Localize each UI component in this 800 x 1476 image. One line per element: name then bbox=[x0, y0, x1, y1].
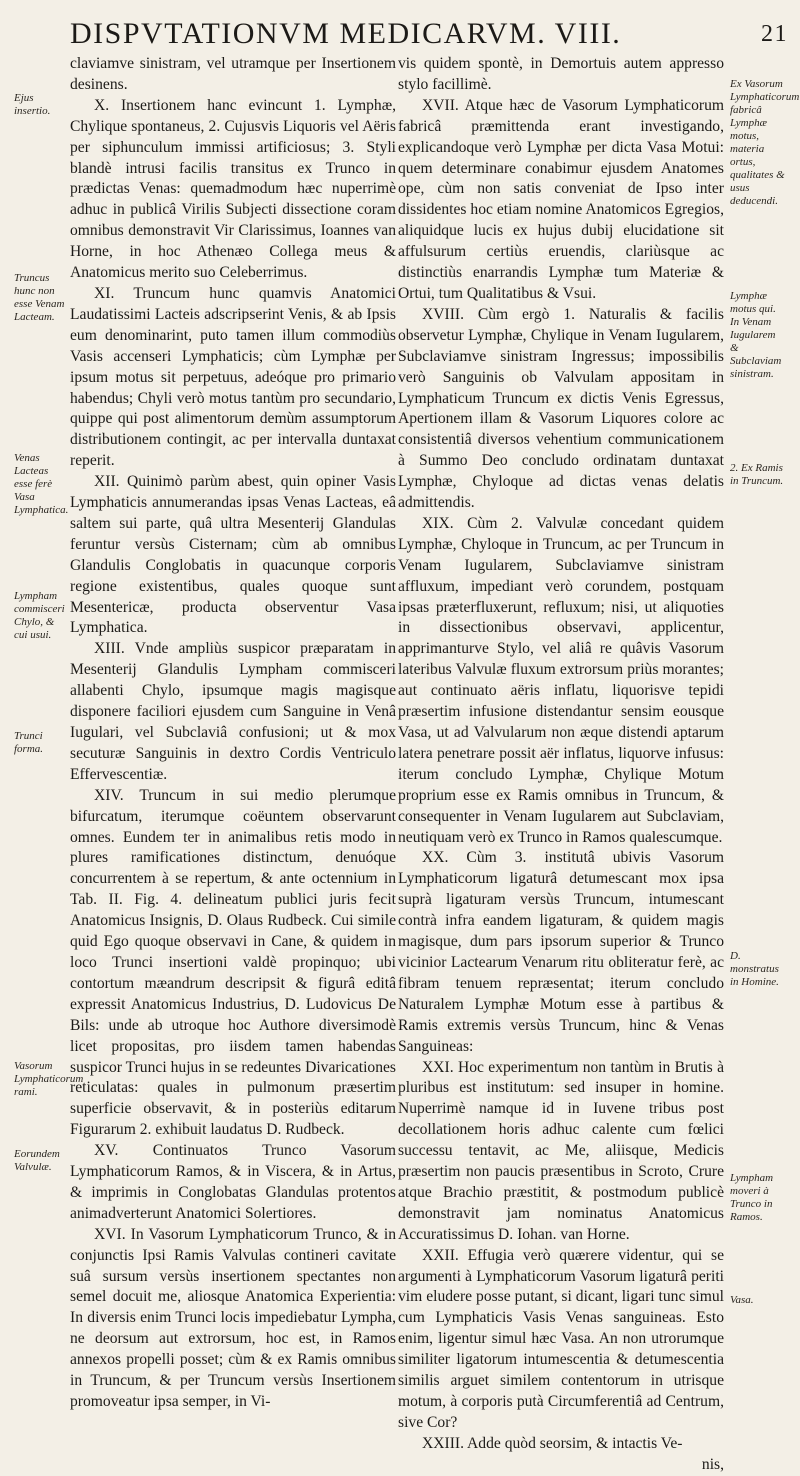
margin-note-left: Trunci forma. bbox=[14, 730, 44, 755]
margin-note-left: Ejus insertio. bbox=[14, 92, 51, 117]
paragraph-xii: XII. Quinimò parùm abest, quin opiner Vasis Lymphaticis annumerandas ipsas Venas Lacteas, eâ saltem sui parte, quâ ultra Mesenterij Glandulas feruntur versùs Cisternam; cùm ab omnibus Glandulis Conglobatis in quacunque corporis regione existentibus, quales quoque sunt Mesentericæ, producta observentur Vasa Lymphatica. bbox=[70, 473, 396, 637]
paragraph-xx: XX. Cùm 3. institutâ ubivis Vasorum Lymphaticorum ligaturâ detumescant mox ipsa suprà ligaturam versùs Truncum, intumescant contrà infra eandem ligaturam, & quidem magis magisque, dum pars ipsorum superior & Trunco vicinior Lactearum Venarum ritu obliteratur ferè, ac fibram tenuem repræsentat; iterum concludo Naturalem Lymphæ Motum esse à partibus & Ramis extremis versùs Truncum, hinc & Venas Sanguineas: bbox=[398, 849, 724, 1055]
margin-note-right: Lympham moveri à Trunco in Ramos. bbox=[730, 1172, 774, 1223]
paragraph-xv: XV. Continuatos Trunco Vasorum Lymphaticorum Ramos, & in Viscera, & in Artus, & imprimis in Conglobatas Glandulas protentos animadverterunt Anatomici Solertiores. bbox=[70, 1142, 396, 1222]
paragraph-xix: XIX. Cùm 2. Valvulæ concedant quidem Lymphæ, Chyloque in Truncum, ac per Truncum in Venam Iugularem, Subclaviamve sinistram affluxum, impediant verò corundem, postquam ipsas præterfluxerunt, refluxum; nisi, ut aliquoties in dissectionibus observavi, applicentur, apprimanturve Stylo, vel aliâ re quâvis Vasorum lateribus Valvulæ fluxum extrorsum priùs morantes; aut continuato aëris inflatu, liquorisve tepidi præsertim infusione distendantur sensim eousque Vasa, ut ad Valvularum non æque distendi aptarum latera penetrare possit aër inflatus, liquorve infusus: iterum concludo Lymphæ, Chylique Motum proprium esse ex Ramis omnibus in Truncum, & consequenter in Venam Iugularem aut Subclaviam, neutiquam verò ex Trunco in Ramos qualescumque. bbox=[398, 514, 724, 846]
paragraph-xviii: XVIII. Cùm ergò 1. Naturalis & facilis observetur Lymphæ, Chylique in Venam Iugularem, Subclaviamve sinistram Ingressus; impossibilis verò Sanguinis ob Valvulam appositam in Lymphaticum Truncum ex dictis Venis Egressus, Apertionem illam & Vasorum Liquores colore ac consistentiâ diversos vehentium communicationem à Summo Deo concludo ordinatam duntaxat Lymphæ, Chyloque ad dictas venas delatis admittendis. bbox=[398, 305, 724, 512]
margin-note-left: Vasorum Lymphaticorum rami. bbox=[14, 1060, 84, 1098]
paragraph-xxiii: XXIII. Adde quòd seorsim, & intactis Ve- bbox=[422, 1434, 683, 1452]
margin-note-right: Vasa. bbox=[730, 1294, 754, 1306]
running-title: DISPVTATIONVM MEDICARVM. VIII. bbox=[70, 17, 622, 50]
paragraph-continuation: claviamve sinistram, vel utramque per Insertionem desinens. bbox=[70, 55, 396, 93]
margin-note-right: 2. Ex Ramis in Truncum. bbox=[730, 462, 784, 487]
page-number: 21 bbox=[761, 21, 788, 47]
paragraph-continuation: vis quidem spontè, in Demortuis autem appresso stylo facillimè. bbox=[398, 55, 724, 93]
margin-note-left: Venas Lacteas esse ferè Vasa Lymphatica. bbox=[14, 452, 69, 516]
paragraph-xvi: XVI. In Vasorum Lymphaticorum Trunco, & in conjunctis Ipsi Ramis Valvulas contineri cavitate suâ sursum versùs insertionem spectantes non semel docuit me, aliosque Anatomica Experientia: In diversis enim Trunci locis impediebatur Lympha, ne deorsum aut extrorsum, hoc est, in Ramos annexos propelli posset; cùm & ex Ramis omnibus in Truncum, & per Truncum versùs Insertionem promoveatur ipsa semper, in Vi- bbox=[70, 1225, 396, 1410]
paragraph-xi: XI. Truncum hunc quamvis Anatomici Laudatissimi Lacteis adscripserint Venis, & ab Ipsis eum denominarint, puto tamen illum commodiùs Vasis accenseri Lymphaticis; cùm Lymphæ per ipsum motus sit perpetuus, adeóque pro primario habendus; Chyli verò motus tantùm pro secundario, quippe qui post alimentorum demùm assumptorum distributionem contingit, ac per intervalla duntaxat reperit. bbox=[70, 284, 396, 470]
catchword: nis, bbox=[701, 1455, 724, 1473]
margin-note-right: Lymphæ motus qui. In Venam Iugularem & Subclaviam sinistram. bbox=[730, 290, 782, 380]
paragraph-xiii: XIII. Vnde ampliùs suspicor præparatam in Mesenterij Glandulis Lympham commisceri allabenti Chylo, ipsumque magis magisque disponere faciliori ejusdem cum Sanguine in Venâ Iugulari, vel Subclaviâ confusioni; ut & mox secuturæ Sanguinis in dextro Cordis Ventriculo Effervescentiæ. bbox=[70, 640, 396, 783]
margin-note-left: Truncus hunc non esse Venam Lacteam. bbox=[14, 272, 65, 323]
margin-note-left: Lympham commisceri Chylo, & cui usui. bbox=[14, 590, 65, 641]
page-header bbox=[70, 14, 788, 54]
margin-note-left: Eorundem Valvulæ. bbox=[14, 1148, 60, 1173]
paragraph-xvii: XVII. Atque hæc de Vasorum Lymphaticorum fabricâ præmittenda erant investigando, explicandoque verò Lymphæ per dicta Vasa Motui: quem determinare conabimur ejusdem Anatomes ope, cùm non satis conveniat de Ipso inter dissidentes hoc etiam nomine Anatomicos Egregios, aliquidque lucis ex hujus dubij elucidatione sit affulsurum certiùs eruendis, clariùsque ac distinctiùs enarrandis Lymphæ tum Materiæ & Ortui, tum Qualitatibus & Vsui. bbox=[398, 96, 724, 302]
margin-note-right: Ex Vasorum Lymphaticorum fabricâ Lymphæ motus, materia ortus, qualitates & usus deducendi. bbox=[730, 78, 800, 207]
paragraph-xiv: XIV. Truncum in sui medio plerumque bifurcatum, iterumque coëuntem observarunt omnes. Eundem ter in animalibus retis modo in plures ramificationes distinctum, denuóque concurrentem à se repertum, & ante octennium in Tab. II. Fig. 4. delineatum publici juris fecit Anatomicus Insignis, D. Olaus Rudbeck. Cui simile quid Ego quoque observavi in Cane, & quidem in loco Trunci insertioni valdè propinquo; ubi contortum mæandrum descripsit & figurâ editâ expressit Anatomicus Industrius, D. Ludovicus De Bils: unde ab utroque hoc Authore diversimodè licet propositas, pro iisdem tamen habendas suspicor Trunci hujus in se redeuntes Divaricationes reticulatas: quales in pulmonum præsertim superficie observavit, & in posteriùs editarum Figurarum 2. exhibuit laudatus D. Rudbeck. bbox=[70, 786, 396, 1139]
paragraph-xxii: XXII. Effugia verò quærere videntur, qui se argumenti à Lymphaticorum Vasorum ligaturâ periti vim eludere posse putant, si dicant, ligari tunc simul cum Lymphaticis Vasis Venas sanguineas. Esto enim, ligentur simul hæc Vasa. An non utrorumque similiter ligatorum intumescentia & detumescentia similis arguet similem contentorum in utrisque motum, à corporis putà Circumferentiâ ad Centrum, sive Cor? bbox=[398, 1246, 724, 1431]
paragraph-x: X. Insertionem hanc evincunt 1. Lymphæ, Chylique spontaneus, 2. Cujusvis Liquoris vel Aëris per siphunculum immissi artificiosus; 3. Styli blandè intrusi facilis transitus ex Trunco in prædictas Venas: quemadmodum hæc nuperrimè adhuc in publicâ Virilis Subjecti dissectione coram omnibus demonstravit Vir Clarissimus, Ioannes van Horne, in hoc Athenæo Collega meus & Anatomicus merito suo Celeberrimus. bbox=[70, 96, 396, 282]
right-text-column bbox=[398, 54, 724, 1476]
margin-note-right: D. monstratus in Homine. bbox=[730, 950, 779, 988]
paragraph-xxi: XXI. Hoc experimentum non tantùm in Brutis à pluribus est institutum: sed insuper in homine. Nuperrimè namque id in Iuvene tribus post decollationem horis adhuc calente cum fœlici successu tentavit, ac Me, aliisque, Medicis præsertim non paucis præsentibus in Scroto, Crure atque Brachio præstitit, & postmodum publicè demonstravit jam nominatus Anatomicus Accuratissimus D. Iohan. van Horne. bbox=[398, 1058, 724, 1243]
left-text-column bbox=[70, 54, 396, 1413]
